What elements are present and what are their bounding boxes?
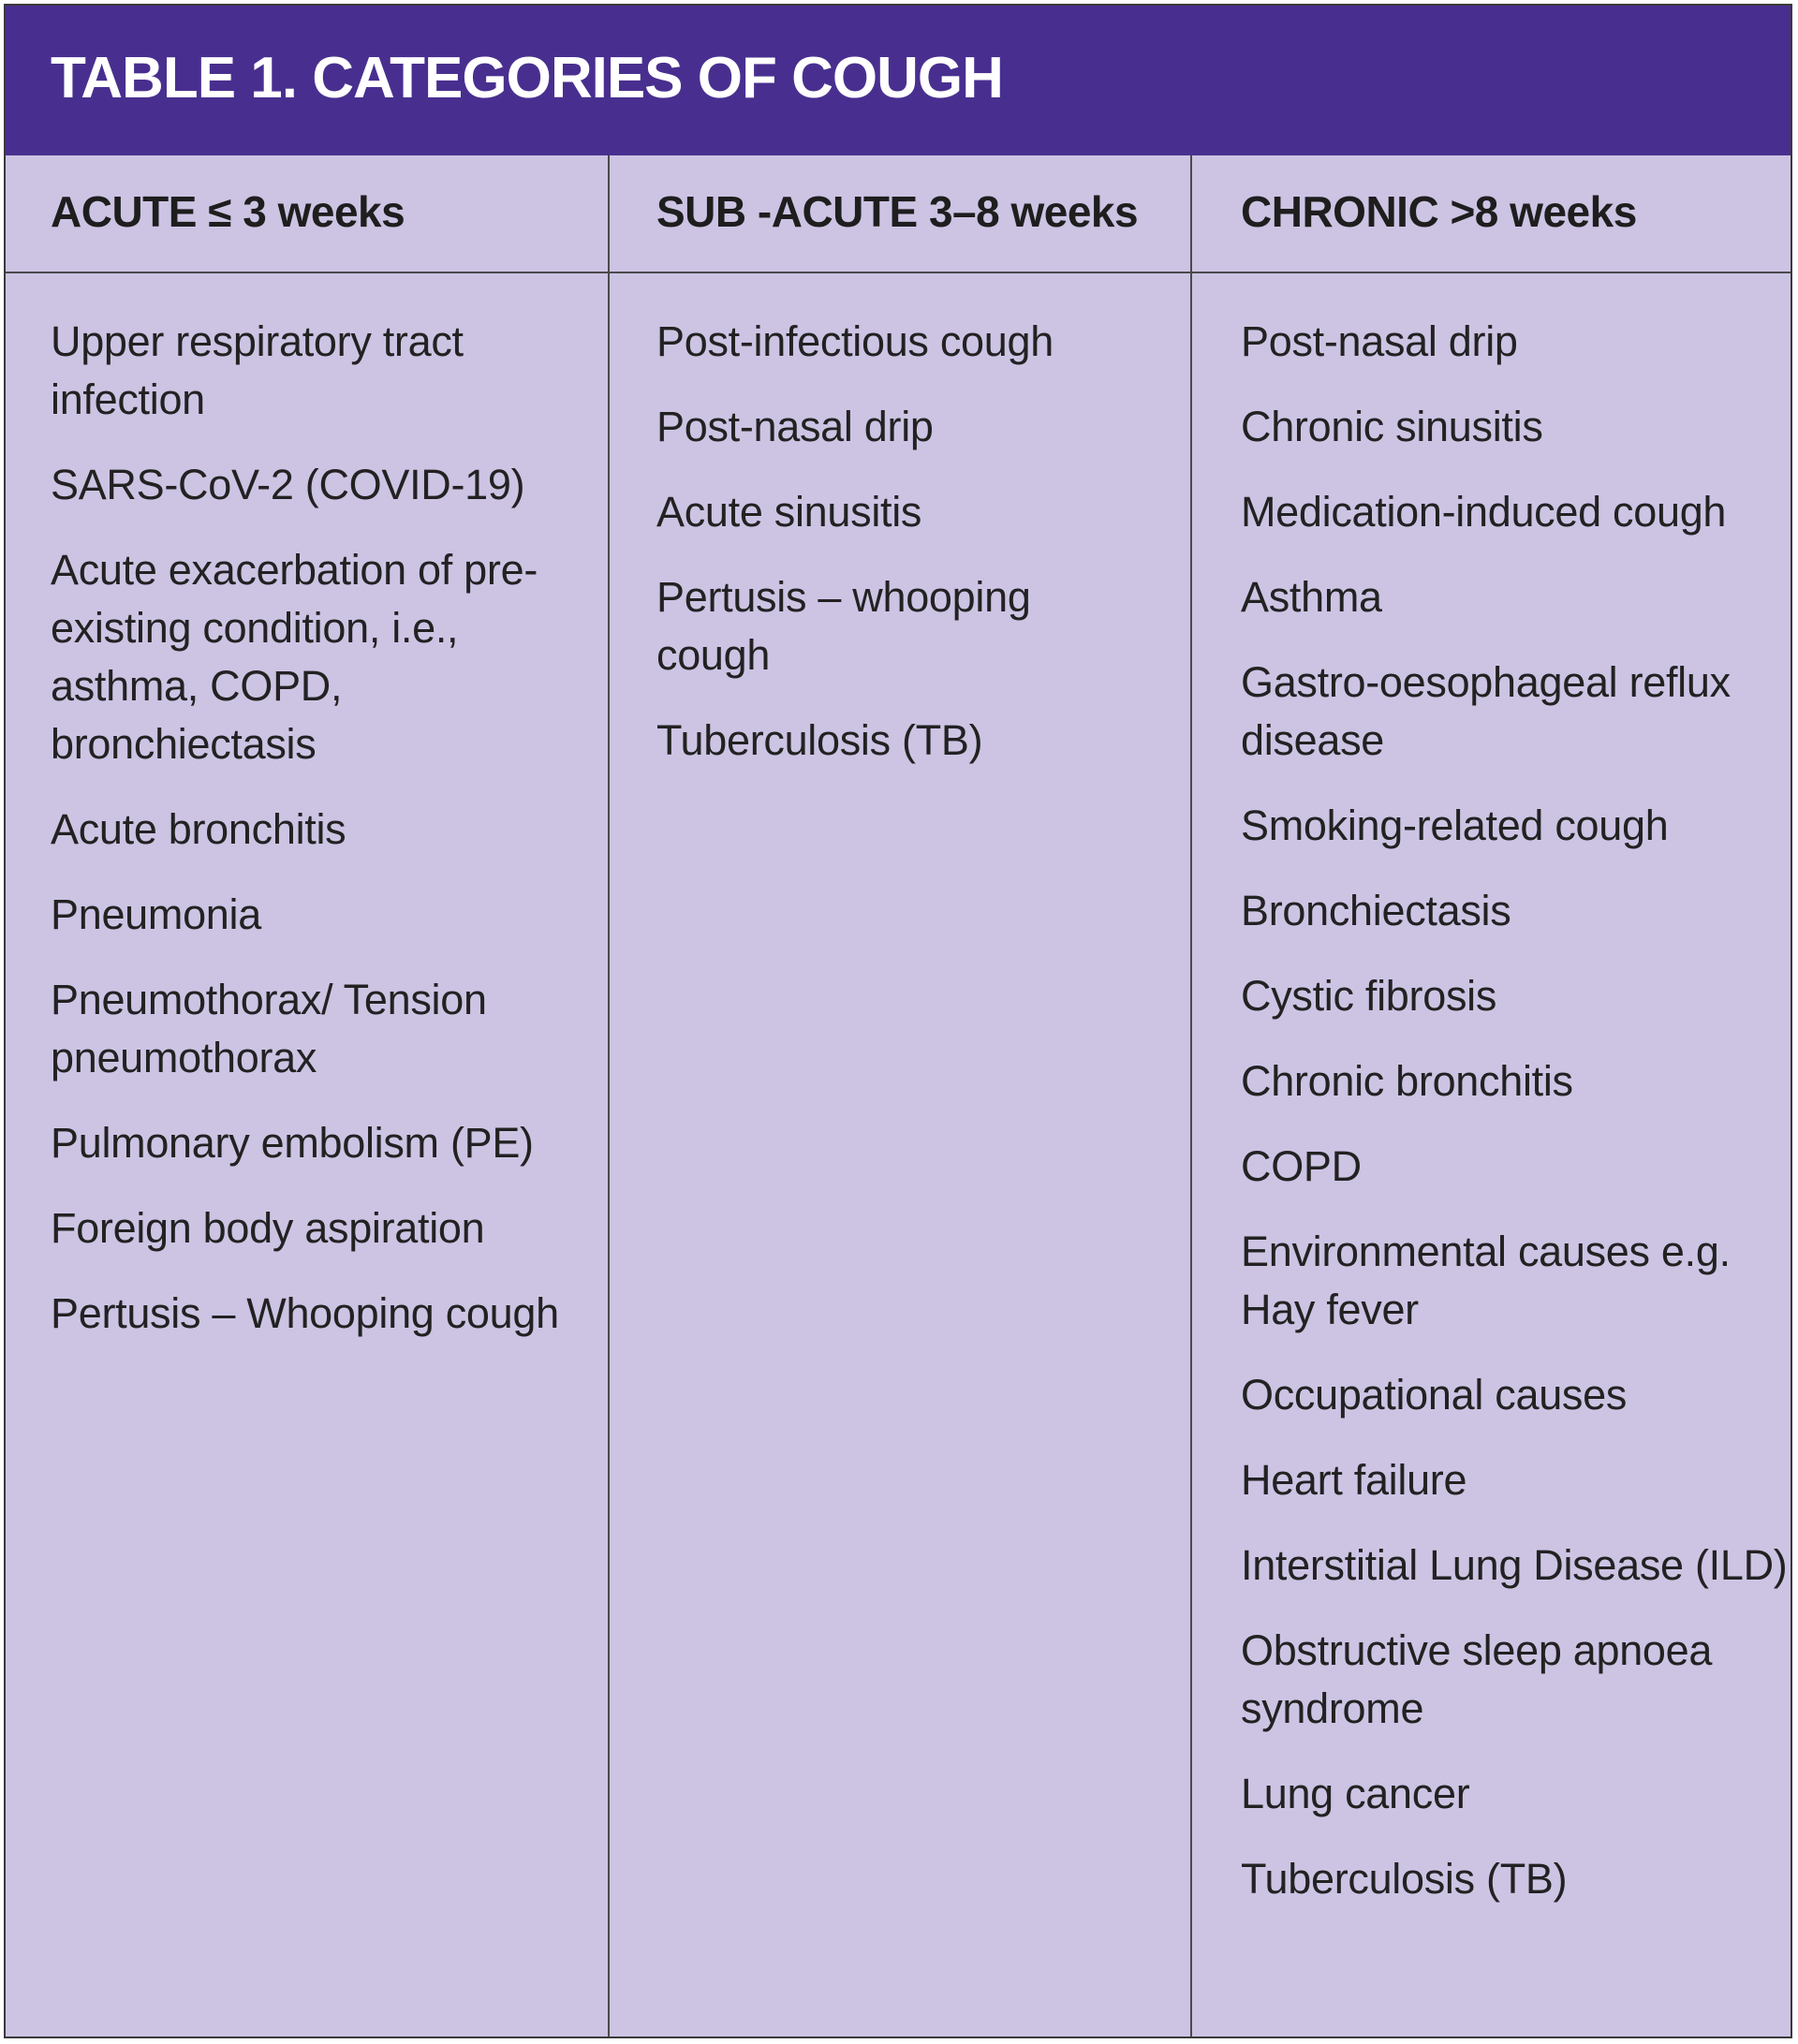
list-item: Post-nasal drip <box>1241 317 1518 365</box>
acute-causes-list <box>51 313 593 1370</box>
cough-categories-table <box>4 4 1792 2038</box>
list-item: Pneumonia <box>51 890 261 938</box>
list-item: Pertusis – Whooping cough <box>51 1289 559 1337</box>
list-item: Tuberculosis (TB) <box>1241 1855 1568 1903</box>
table-title: TABLE 1. CATEGORIES OF COUGH <box>51 46 1003 110</box>
column-header-acute: ACUTE ≤ 3 weeks <box>51 187 405 236</box>
list-item: Upper respiratory tract infection <box>51 317 464 423</box>
column-chronic <box>1192 155 1791 2037</box>
list-item: Bronchiectasis <box>1241 887 1511 934</box>
list-item: Smoking-related cough <box>1241 801 1669 849</box>
list-item: Asthma <box>1241 573 1382 621</box>
chronic-causes-list <box>1241 313 1789 1935</box>
list-item: Interstitial Lung Disease (ILD) <box>1241 1541 1788 1589</box>
column-acute <box>6 155 608 2037</box>
list-item: Post-nasal drip <box>656 403 934 450</box>
list-item: Pneumothorax/ Tension pneumothorax <box>51 976 487 1081</box>
list-item: SARS-CoV-2 (COVID-19) <box>51 461 525 508</box>
list-item: Lung cancer <box>1241 1770 1470 1817</box>
list-item: Pulmonary embolism (PE) <box>51 1119 534 1167</box>
list-item: Gastro-oesophageal reflux disease <box>1241 658 1731 764</box>
column-header-chronic: CHRONIC >8 weeks <box>1241 187 1637 236</box>
list-item: Acute sinusitis <box>656 488 922 536</box>
list-item: Post-infectious cough <box>656 317 1054 365</box>
title-bar <box>6 6 1791 155</box>
list-item: COPD <box>1241 1142 1362 1190</box>
list-item: Heart failure <box>1241 1456 1467 1504</box>
list-item: Environmental causes e.g. Hay fever <box>1241 1228 1731 1333</box>
subacute-causes-list <box>656 313 1134 797</box>
list-item: Acute exacerbation of pre-existing condition, i.e., asthma, COPD, bronchiectasis <box>51 546 538 768</box>
list-item: Chronic sinusitis <box>1241 403 1543 450</box>
list-item: Acute bronchitis <box>51 805 346 853</box>
column-subacute <box>610 155 1190 2037</box>
list-item: Chronic bronchitis <box>1241 1057 1573 1105</box>
list-item: Occupational causes <box>1241 1371 1628 1419</box>
column-header-subacute: SUB -ACUTE 3–8 weeks <box>656 187 1139 236</box>
list-item: Tuberculosis (TB) <box>656 716 983 764</box>
list-item: Obstructive sleep apnoea syndrome <box>1241 1626 1713 1732</box>
list-item: Foreign body aspiration <box>51 1204 485 1252</box>
list-item: Cystic fibrosis <box>1241 972 1497 1020</box>
list-item: Medication-induced cough <box>1241 488 1727 536</box>
list-item: Pertusis – whooping cough <box>656 573 1031 679</box>
